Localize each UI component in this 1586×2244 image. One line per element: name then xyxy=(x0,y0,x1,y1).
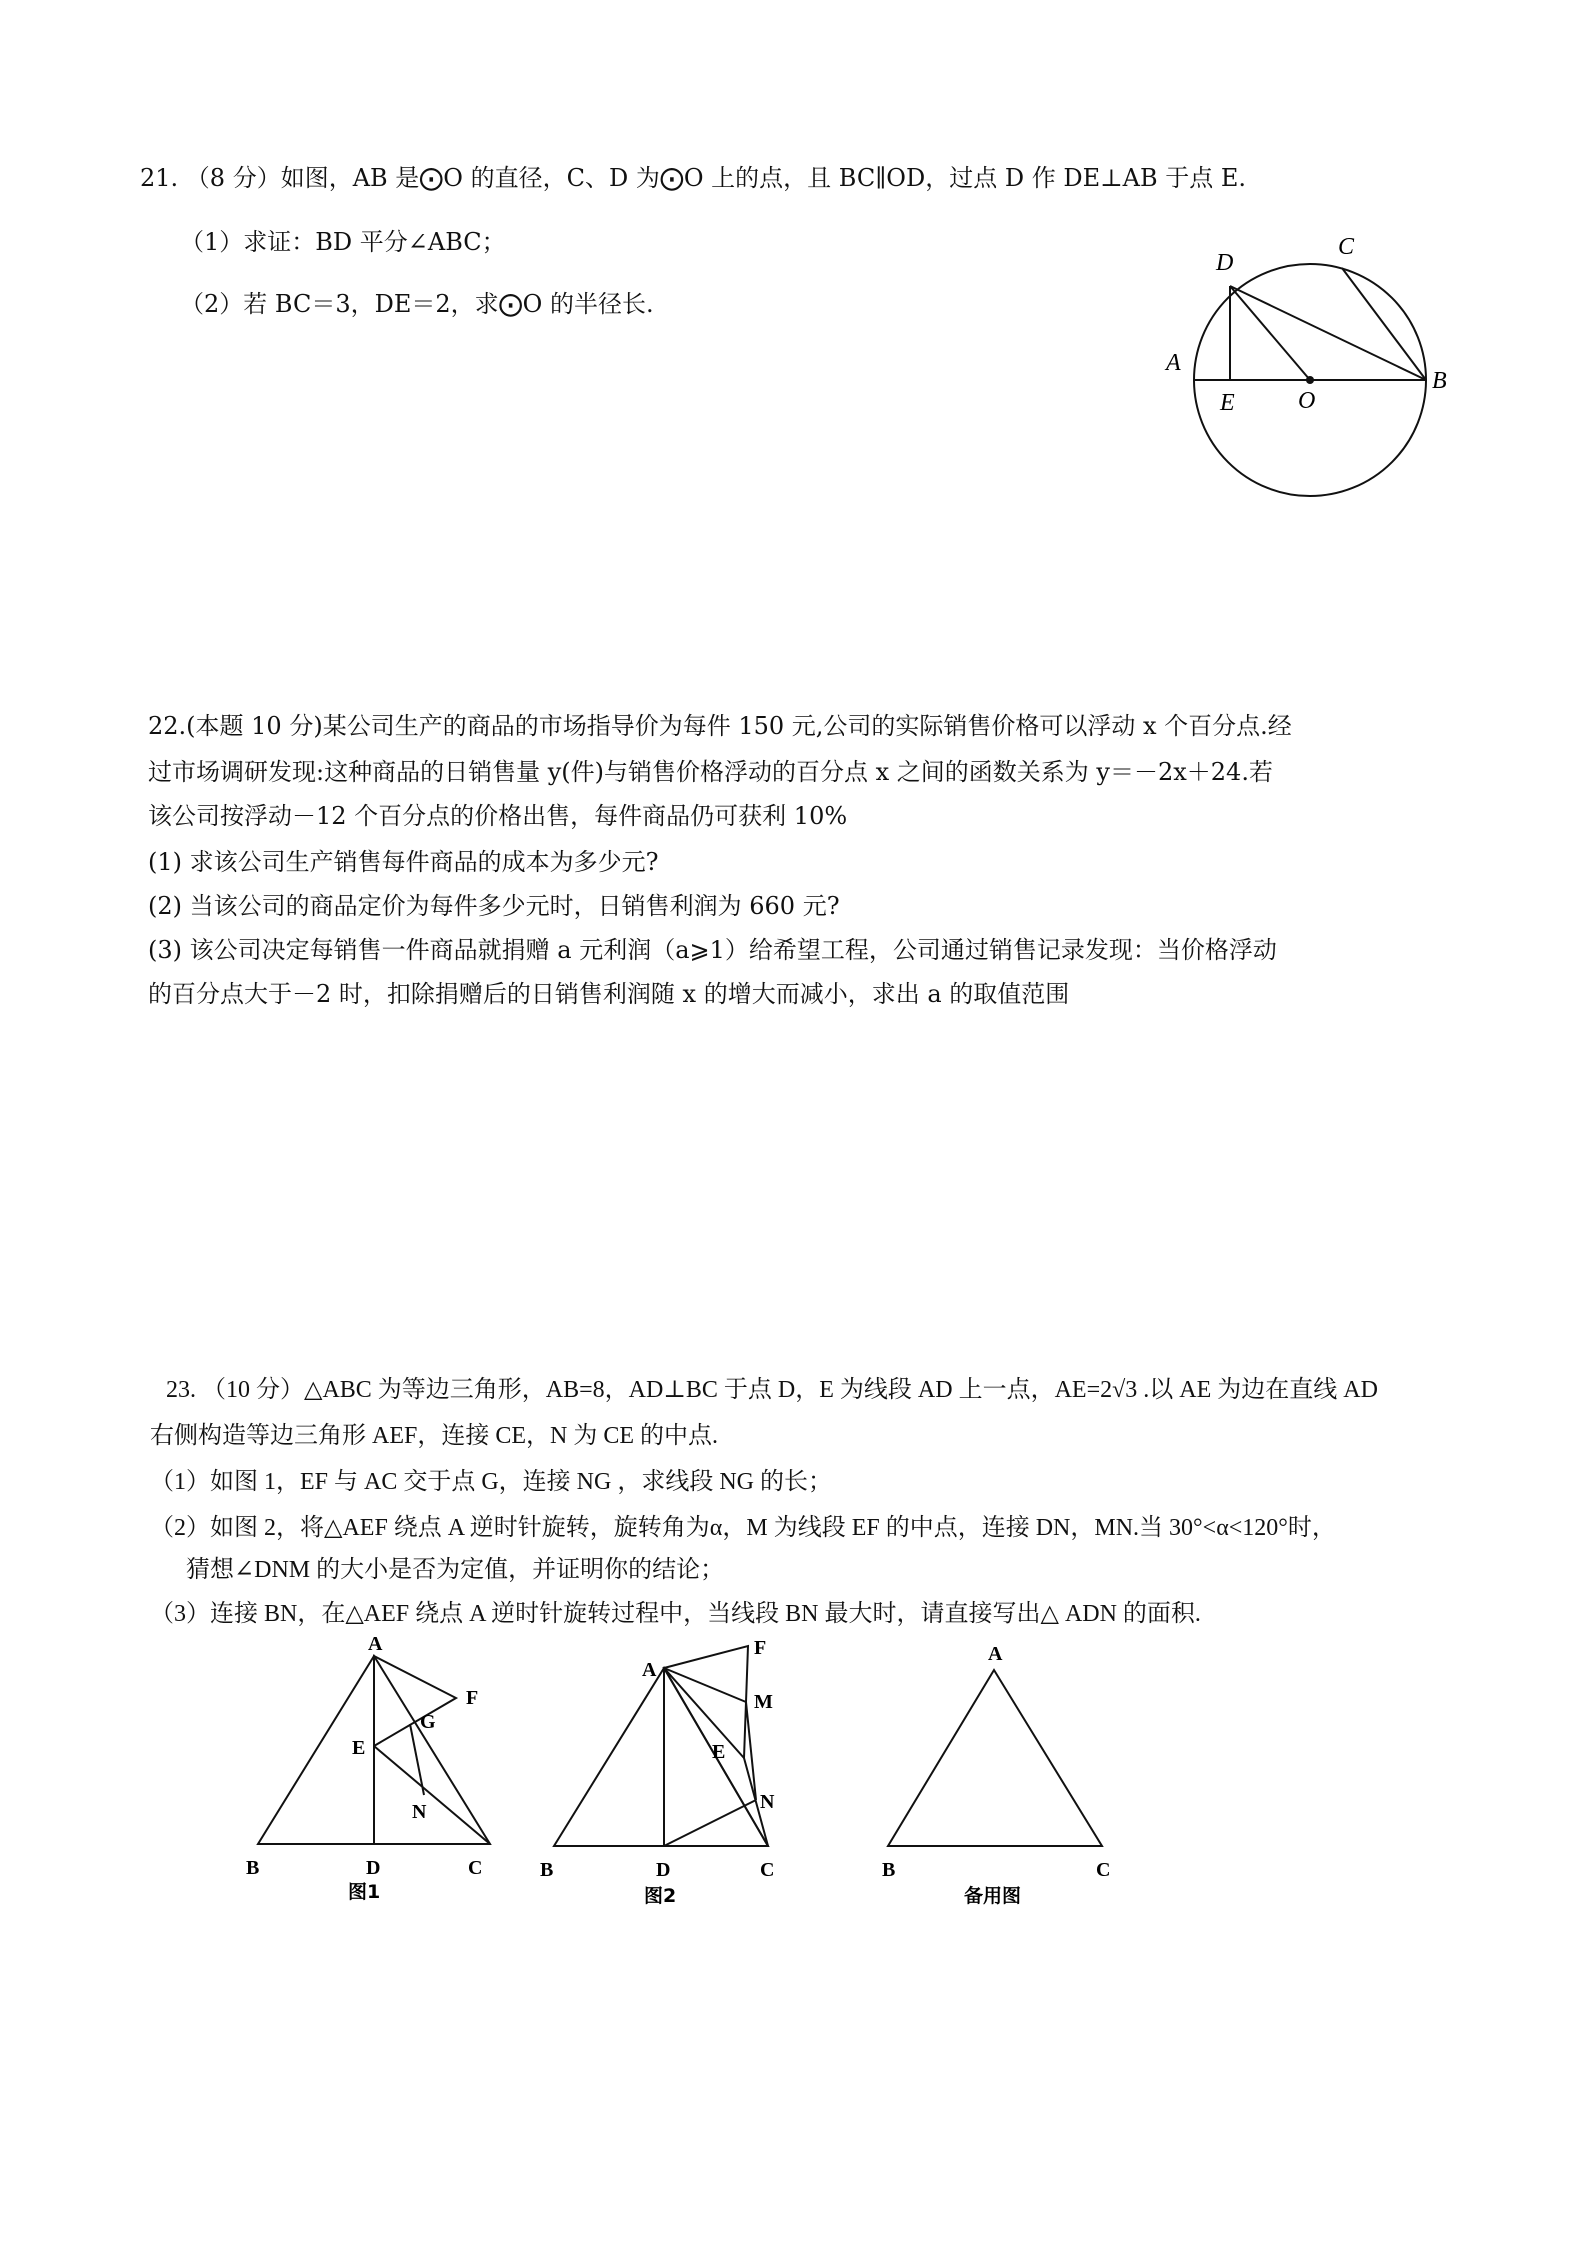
fig2-label-e: E xyxy=(712,1741,726,1763)
segment-db xyxy=(1230,286,1426,380)
fig1-label-n: N xyxy=(412,1801,427,1823)
triangle-aef xyxy=(374,1656,456,1746)
fig1-label-d: D xyxy=(366,1857,381,1879)
fig1-label-c: C xyxy=(468,1857,483,1879)
q21-part1: （1）求证：BD 平分∠ABC； xyxy=(180,228,506,256)
q23-part1: （1）如图 1，EF 与 AC 交于点 G，连接 NG ，求线段 NG 的长； xyxy=(150,1469,833,1495)
fig2-label-c: C xyxy=(760,1859,775,1881)
center-point-o xyxy=(1306,376,1314,384)
q21-stem: 21. （8 分）如图，AB 是⨀O 的直径，C、D 为⨀O 上的点，且 BC∥OD，过点 D 作 DE⊥AB 于点 E. xyxy=(140,164,1247,192)
label-e: E xyxy=(1220,390,1235,416)
q22-part1: (1) 求该公司生产销售每件商品的成本为多少元? xyxy=(148,848,659,876)
fig1-label-a: A xyxy=(368,1633,383,1655)
fig2-label-f: F xyxy=(754,1637,767,1659)
q22-part3-continued: 的百分点大于－2 时，扣除捐赠后的日销售利润随 x 的增大而减小，求出 a 的取值范围 xyxy=(148,980,1070,1008)
fig1-label-f: F xyxy=(466,1687,479,1709)
segment-ce xyxy=(374,1746,490,1844)
segment-do xyxy=(1230,286,1310,380)
q22-line1: 22.(本题 10 分)某公司生产的商品的市场指导价为每件 150 元,公司的实际销售价格可以浮动 x 个百分点.经 xyxy=(148,712,1292,740)
q23-part2: （2）如图 2，将△AEF 绕点 A 逆时针旋转，旋转角为α，M 为线段 EF 的中点，连接 DN，MN.当 30°<α<120°时， xyxy=(150,1515,1336,1541)
fig1-label-b: B xyxy=(246,1857,260,1879)
q22-line3: 该公司按浮动－12 个百分点的价格出售，每件商品仍可获利 10% xyxy=(148,802,848,830)
segment-am xyxy=(664,1668,746,1702)
fig2-label-m: M xyxy=(754,1691,773,1713)
triangle-abc xyxy=(888,1670,1102,1846)
q22-line2: 过市场调研发现:这种商品的日销售量 y(件)与销售价格浮动的百分点 x 之间的函数关系为 y＝－2x＋24.若 xyxy=(148,758,1273,786)
q22-part3: (3) 该公司决定每销售一件商品就捐赠 a 元利润（a⩾1）给希望工程，公司通过销售记录发现：当价格浮动 xyxy=(148,936,1277,964)
q23-line1: 23. （10 分）△ABC 为等边三角形，AB=8，AD⊥BC 于点 D，E 为线段 AD 上一点，AE=2√3 .以 AE 为边在直线 AD xyxy=(166,1377,1378,1403)
q23-figure-spare xyxy=(870,1630,1130,1930)
fig1-label-g: G xyxy=(420,1711,436,1733)
fig2-label-n: N xyxy=(760,1791,775,1813)
fig1-label-e: E xyxy=(352,1737,366,1759)
label-a: A xyxy=(1166,350,1181,376)
label-c: C xyxy=(1338,234,1355,260)
fig3-label-a: A xyxy=(988,1643,1003,1665)
q23-figure-2 xyxy=(540,1628,810,1928)
fig2-caption: 图2 xyxy=(644,1885,677,1907)
q23-part3: （3）连接 BN，在△AEF 绕点 A 逆时针旋转过程中，当线段 BN 最大时，请直接写出△ ADN 的面积. xyxy=(150,1601,1201,1627)
fig3-label-c: C xyxy=(1096,1859,1111,1881)
fig3-caption: 备用图 xyxy=(964,1885,1022,1907)
label-o: O xyxy=(1298,388,1316,414)
q21-circle-figure xyxy=(1120,220,1460,540)
fig1-caption: 图1 xyxy=(348,1881,381,1903)
q22-part2: (2) 当该公司的商品定价为每件多少元时，日销售利润为 660 元? xyxy=(148,892,840,920)
segment-dn xyxy=(664,1800,756,1846)
fig2-label-b: B xyxy=(540,1859,554,1881)
q21-part2: （2）若 BC＝3，DE＝2，求⨀O 的半径长. xyxy=(180,290,654,318)
segment-cb xyxy=(1342,268,1426,380)
q23-part2-continued: 猜想∠DNM 的大小是否为定值，并证明你的结论； xyxy=(186,1557,725,1583)
fig2-label-a: A xyxy=(642,1659,657,1681)
label-d: D xyxy=(1216,250,1234,276)
fig2-label-d: D xyxy=(656,1859,671,1881)
q23-line2: 右侧构造等边三角形 AEF，连接 CE，N 为 CE 的中点. xyxy=(150,1423,719,1449)
label-b: B xyxy=(1432,368,1447,394)
q23-figure-1 xyxy=(240,1630,510,1930)
fig3-label-b: B xyxy=(882,1859,896,1881)
triangle-abc xyxy=(554,1668,768,1846)
